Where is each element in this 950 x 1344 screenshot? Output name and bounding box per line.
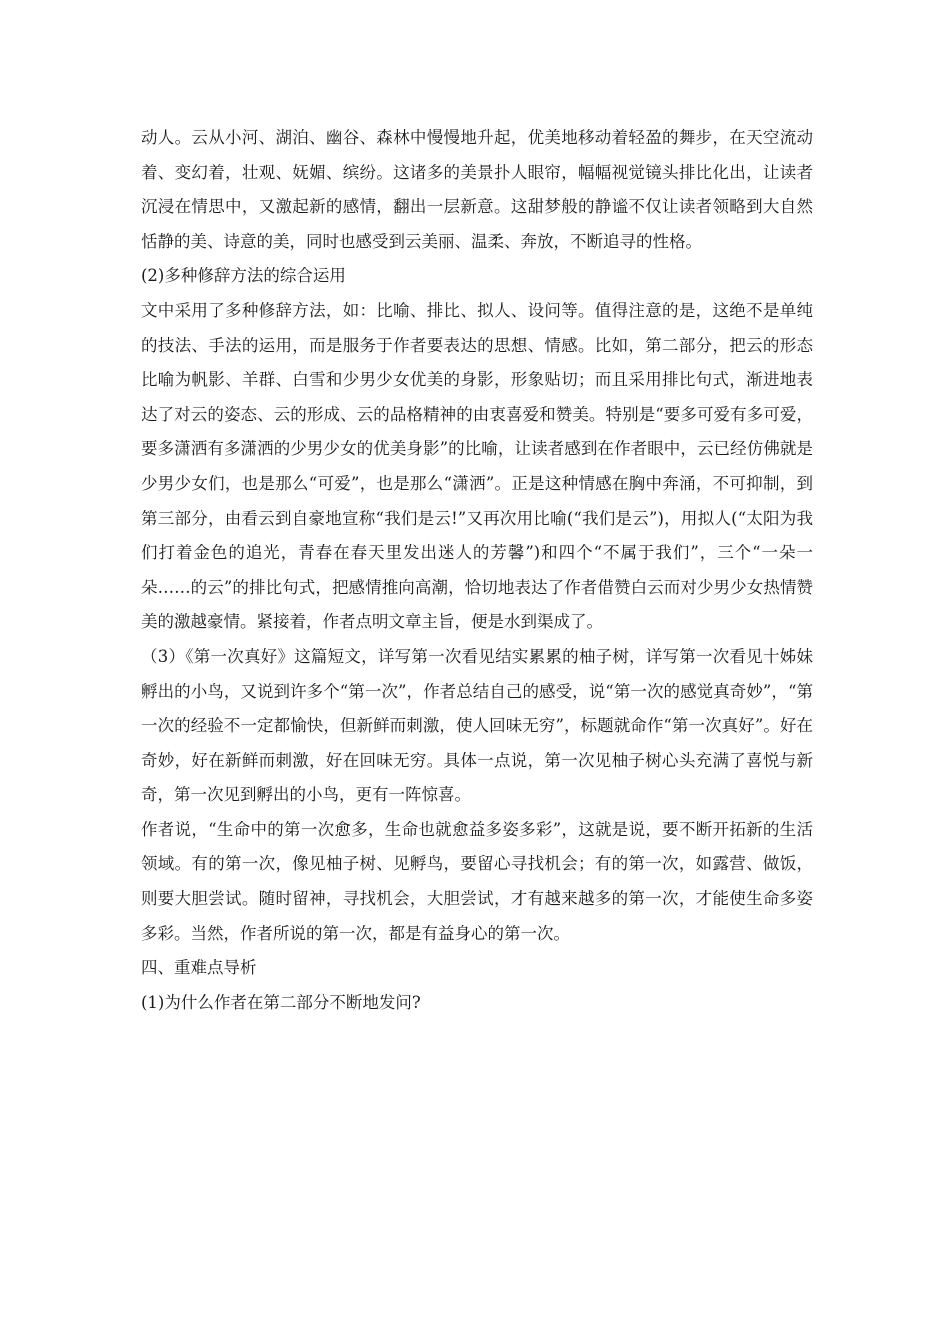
paragraph-first-time-good: （3）《第一次真好》这篇短文，详写第一次看见结实累累的柚子树，详写第一次看见十姊妹孵出的小鸟，又说到许多个“第一次”，作者总结自己的感受，说“第一次的感觉真奇妙”，“第一次的经验不一定都愉快，但新鲜而刺激，使人回味无穷”，标题就命作“第一次真好”。好在奇妙，好在新鲜而刺激，好在回味无穷。具体一点说，第一次见柚子树心头充满了喜悦与新奇，第一次见到孵出的小鸟，更有一阵惊喜。 [141, 646, 813, 805]
section-heading-key-points: 四、重难点导析 [141, 958, 257, 978]
question-1: (1)为什么作者在第二部分不断地发问? [141, 992, 421, 1012]
paragraph-author-says: 作者说，“生命中的第一次愈多，生命也就愈益多姿多彩”，这就是说，要不断开拓新的生活领域。有的第一次，像见柚子树、见孵鸟，要留心寻找机会；有的第一次，如露营、做饭，则要大胆尝试。随时留神，寻找机会，大胆尝试，才有越来越多的第一次，才能使生命多姿多彩。当然，作者所说的第一次，都是有益身心的第一次。 [141, 819, 813, 943]
subheading-rhetoric: (2)多种修辞方法的综合运用 [141, 266, 346, 286]
paragraph-cloud-scenery: 动人。云从小河、湖泊、幽谷、森林中慢慢地升起，优美地移动着轻盈的舞步，在天空流动着、变幻着，壮观、妩媚、缤纷。这诸多的美景扑人眼帘，幅幅视觉镜头排比化出，让读者沉浸在情思中，又激起新的感情，翻出一层新意。这甜梦般的静谧不仅让读者领略到大自然恬静的美、诗意的美，同时也感受到云美丽、温柔、奔放，不断追寻的性格。 [141, 128, 813, 251]
paragraph-rhetoric-analysis: 文中采用了多种修辞方法，如：比喻、排比、拟人、设问等。值得注意的是，这绝不是单纯的技法、手法的运用，而是服务于作者要表达的思想、情感。比如，第二部分，把云的形态比喻为帆影、羊群、白雪和少男少女优美的身影，形象贴切；而且采用排比句式，渐进地表达了对云的姿态、云的形成、云的品格精神的由衷喜爱和赞美。特别是“要多可爱有多可爱，要多潇洒有多潇洒的少男少女的优美身影”的比喻，让读者感到在作者眼中，云已经仿佛就是少男少女们，也是那么“可爱”，也是那么“潇洒”。正是这种情感在胸中奔涌，不可抑制，到第三部分，由看云到自豪地宣称“我们是云!”又再次用比喻(“我们是云”)，用拟人(“太阳为我们打着金色的追光，青春在春天里发出迷人的芳馨”)和四个“不属于我们”，三个“一朵一朵……的云”的排比句式，把感情推向高潮，恰切地表达了作者借赞白云而对少男少女热情赞美的激越豪情。紧接着，作者点明文章主旨，便是水到渠成了。 [141, 300, 813, 632]
page-body [141, 121, 813, 1020]
